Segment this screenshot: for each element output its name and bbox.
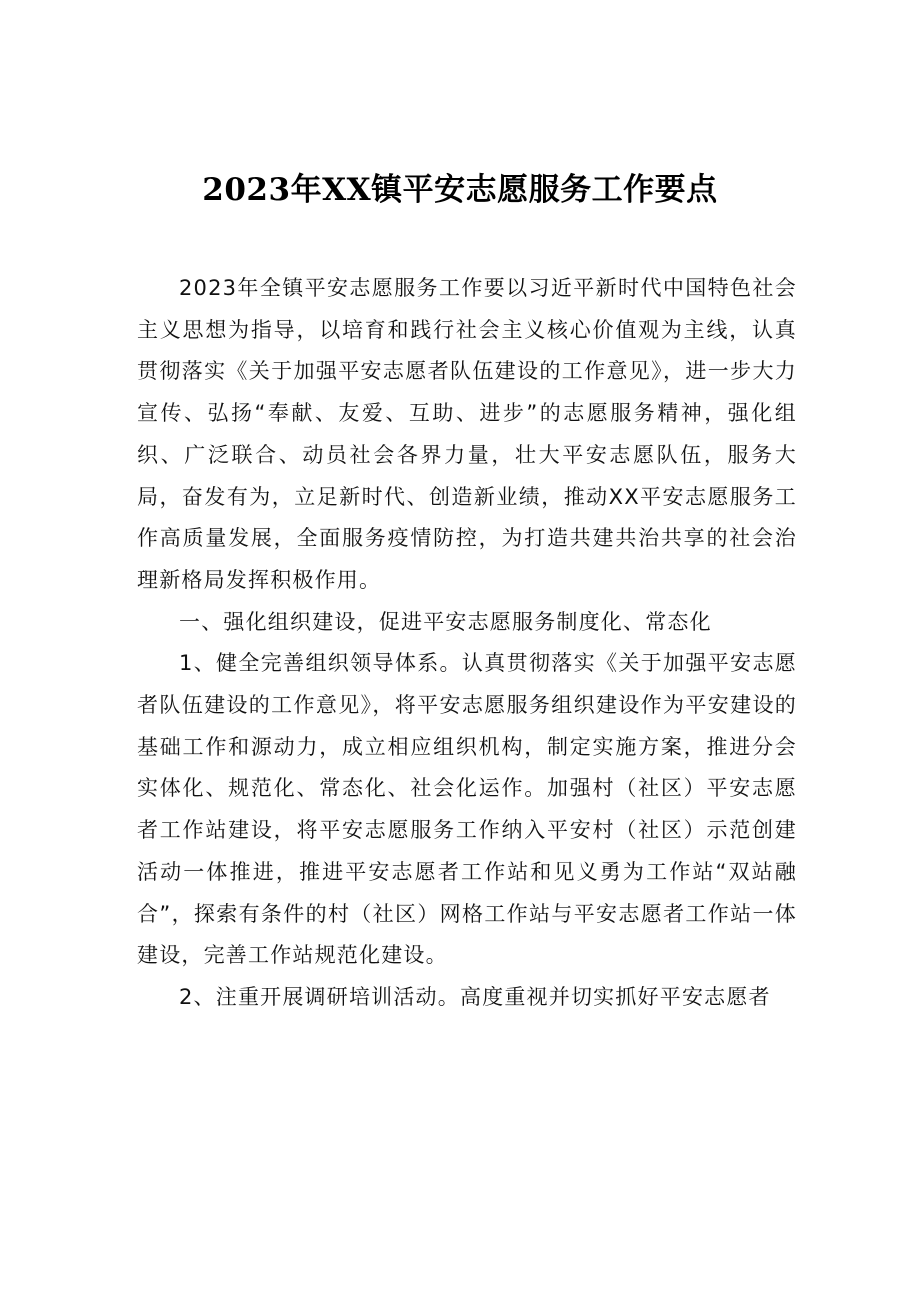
paragraph-intro: 2023年全镇平安志愿服务工作要以习近平新时代中国特色社会主义思想为指导，以培育和践行社会主义核心价值观为主线，认真贯彻落实《关于加强平安志愿者队伍建设的工作意见》，进一步大力宣传、弘扬“奉献、友爱、互助、进步”的志愿服务精神，强化组织、广泛联合、动员社会各界力量，壮大平安志愿队伍，服务大局，奋发有为，立足新时代、创造新业绩，推动XX平安志愿服务工作高质量发展，全面服务疫情防控，为打造共建共治共享的社会治理新格局发挥积极作用。	[137, 276, 797, 592]
document-title: 2023年XX镇平安志愿服务工作要点	[202, 172, 718, 208]
document-body	[137, 268, 797, 1019]
paragraph-item-1: 1、健全完善组织领导体系。认真贯彻落实《关于加强平安志愿者队伍建设的工作意见》，将平安志愿服务组织建设作为平安建设的基础工作和源动力，成立相应组织机构，制定实施方案，推进分会实体化、规范化、常态化、社会化运作。加强村（社区）平安志愿者工作站建设，将平安志愿服务工作纳入平安村（社区）示范创建活动一体推进，推进平安志愿者工作站和见义勇为工作站“双站融合”，探索有条件的村（社区）网格工作站与平安志愿者工作站一体建设，完善工作站规范化建设。	[137, 651, 797, 968]
paragraph-item-2: 2、注重开展调研培训活动。高度重视并切实抓好平安志愿者	[179, 984, 771, 1009]
section-heading-1: 一、强化组织建设，促进平安志愿服务制度化、常态化	[179, 609, 712, 634]
